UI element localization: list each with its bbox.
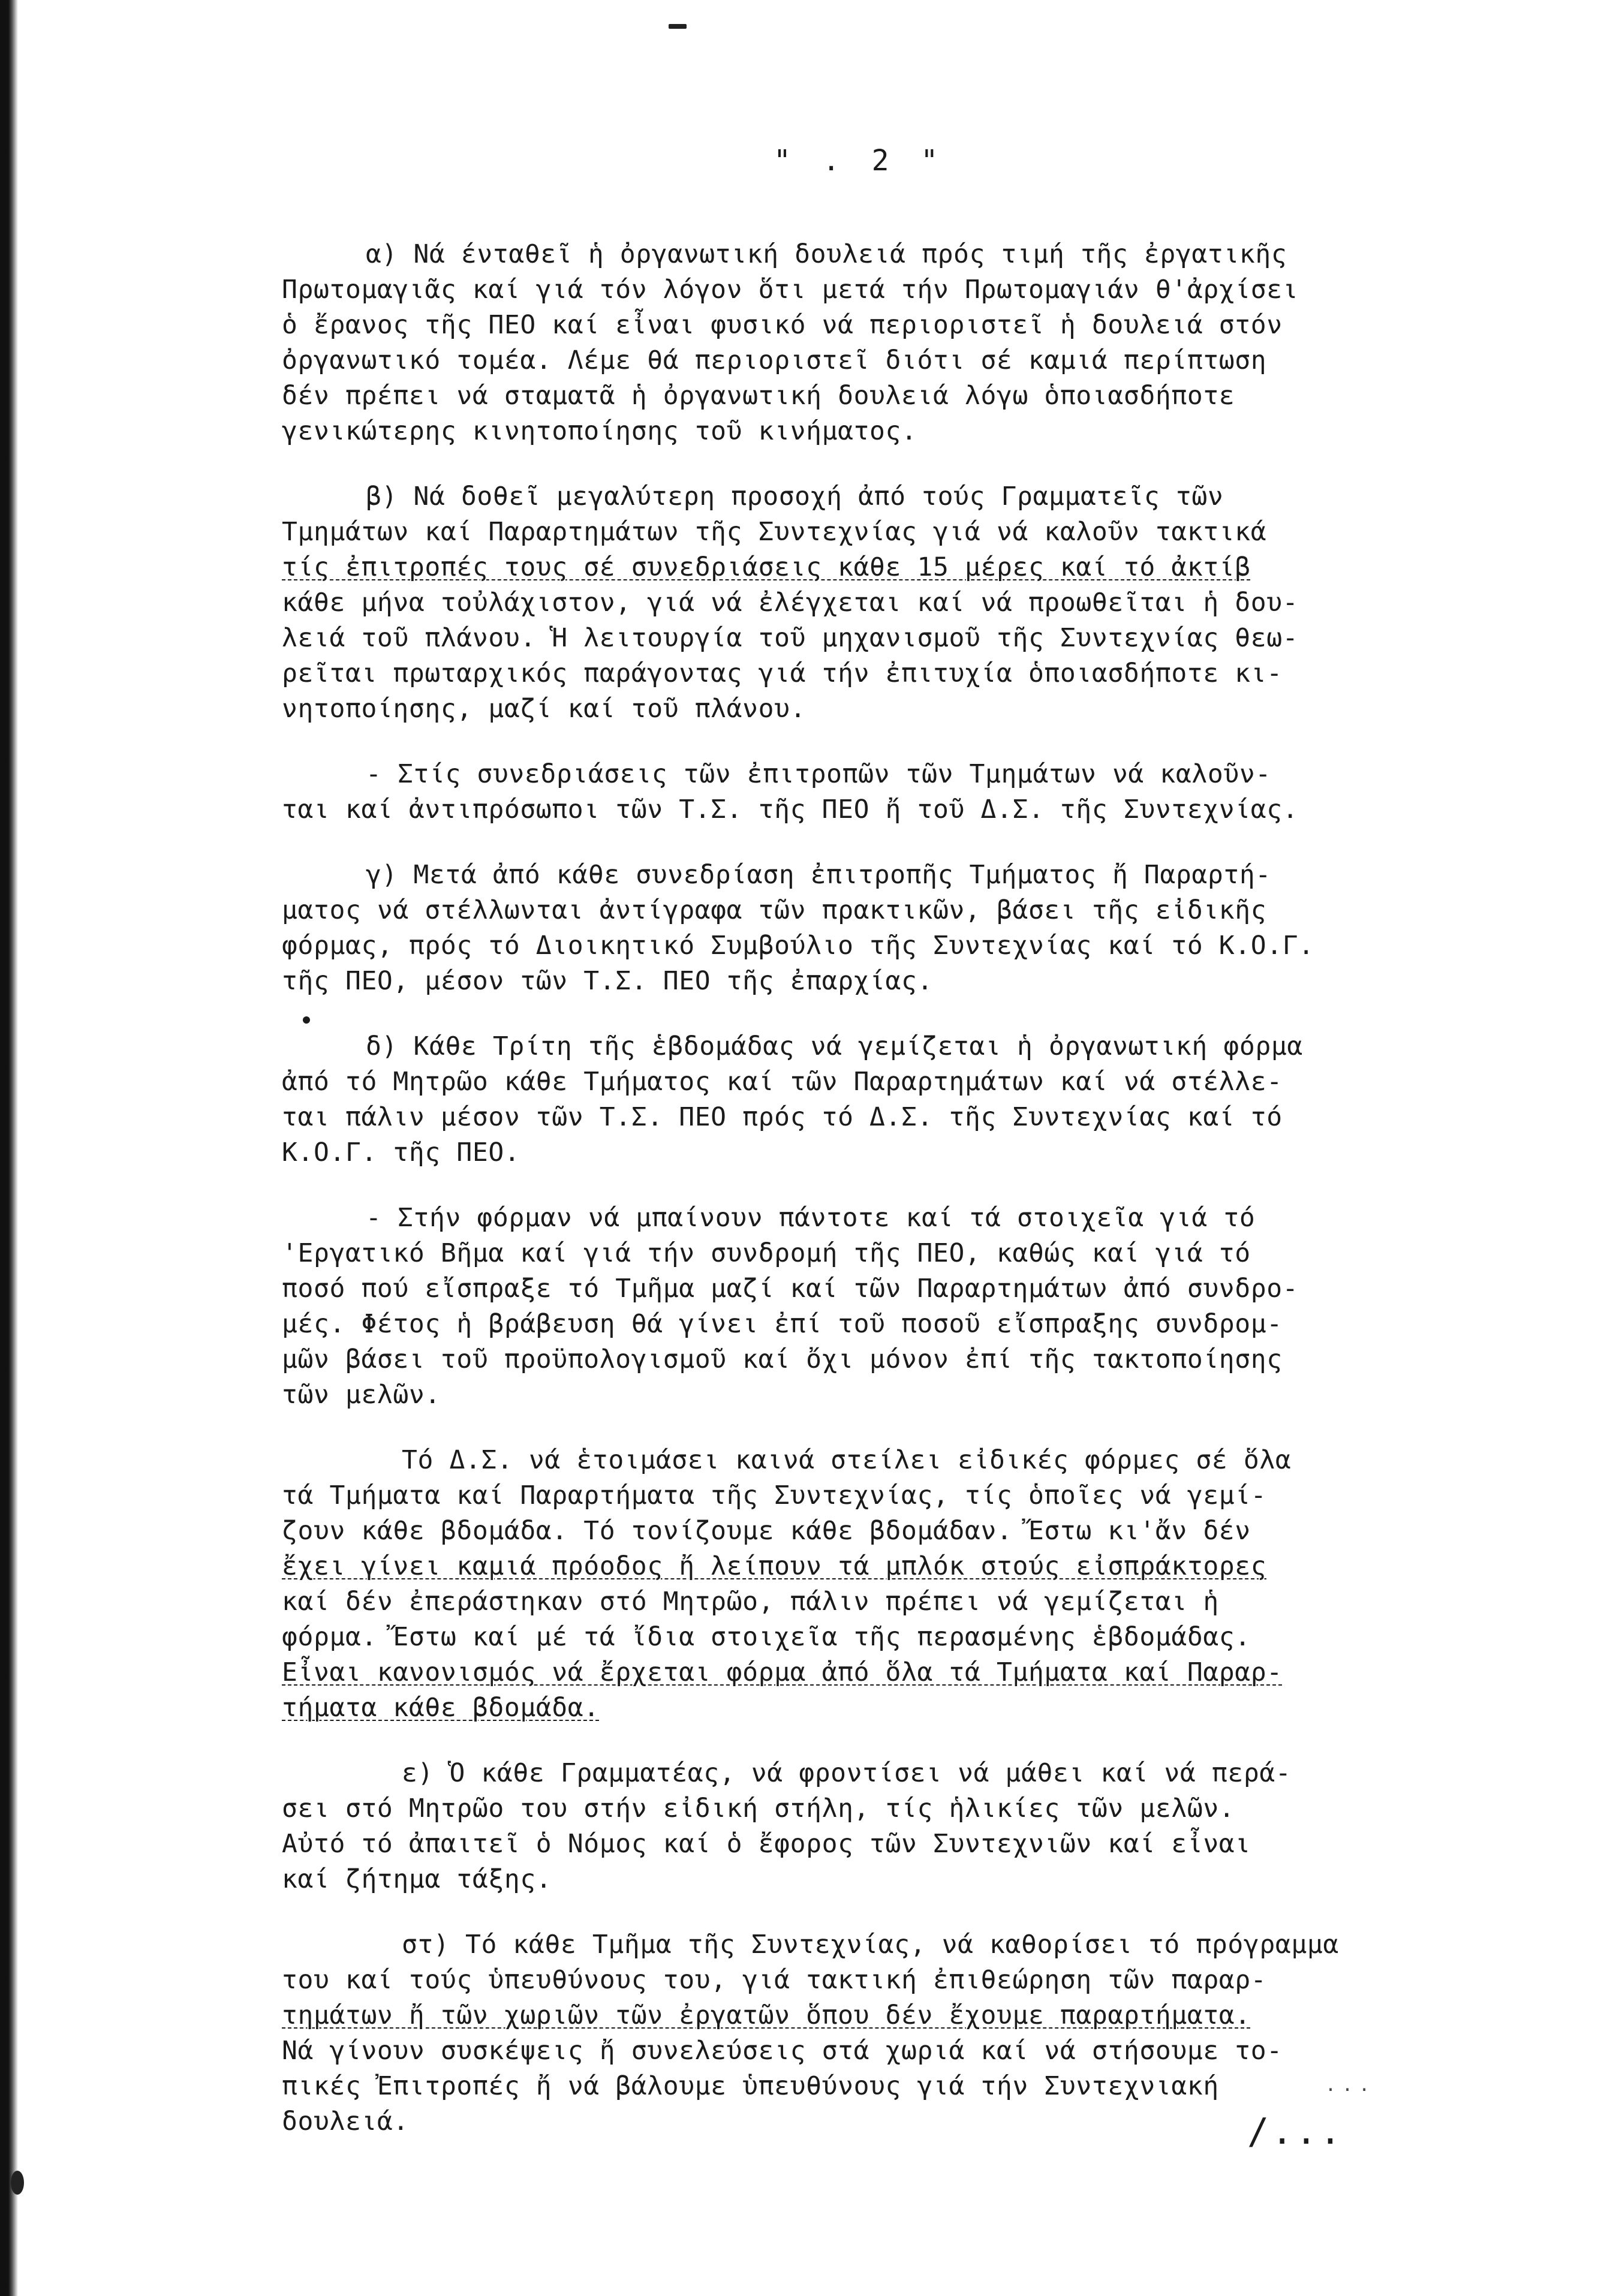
text-line: τῆς ΠΕΟ, μέσον τῶν Τ.Σ. ΠΕΟ τῆς ἐπαρχίας.	[282, 966, 934, 996]
text-line: κάθε μήνα τοὐλάχιστον, γιά νά ἐλέγχεται καί νά προωθεῖται ἡ δου-	[282, 588, 1299, 618]
text-line-underlined: τίς ἐπιτροπές τους σέ συνεδριάσεις κάθε 15 μέρες καί τό ἀκτίβ	[282, 552, 1251, 582]
text-line: ται πάλιν μέσον τῶν Τ.Σ. ΠΕΟ πρός τό Δ.Σ. τῆς Συντεχνίας καί τό	[282, 1102, 1283, 1132]
paragraph-b	[282, 479, 1481, 727]
text-line: του καί τούς ὑπευθύνους του, γιά τακτική ἐπιθεώρηση τῶν παραρ-	[282, 1965, 1267, 1995]
continuation-dots: ...	[1325, 2075, 1376, 2096]
document-body	[282, 237, 1481, 2169]
text-line: δουλειά.	[282, 2107, 409, 2136]
text-line: Κ.Ο.Γ. τῆς ΠΕΟ.	[282, 1138, 520, 1167]
text-line: Αὐτό τό ἀπαιτεῖ ὁ Νόμος καί ὁ ἔφορος τῶν Συντεχνιῶν καί εἶναι	[282, 1829, 1251, 1859]
scan-speck	[11, 2171, 24, 2195]
paragraph-b-note	[282, 757, 1481, 827]
text-line: μές. Φέτος ἡ βράβευση θά γίνει ἐπί τοῦ ποσοῦ εἴσπραξης συνδρομ-	[282, 1309, 1283, 1339]
text-line: α) Νά ένταθεῖ ἡ ὀργανωτική δουλειά πρός τιμή τῆς ἐργατικῆς	[366, 239, 1287, 269]
text-line: πικές Ἐπιτροπές ἤ νά βάλουμε ὑπευθύνους γιά τήν Συντεχνιακή	[282, 2071, 1219, 2101]
text-line: λειά τοῦ πλάνου. Ἡ λειτουργία τοῦ μηχανισμοῦ τῆς Συντεχνίας θεω-	[282, 623, 1299, 653]
text-line: ρεῖται πρωταρχικός παράγοντας γιά τήν ἐπιτυχία ὁποιασδήποτε κι-	[282, 658, 1283, 688]
text-line: - Στίς συνεδριάσεις τῶν ἐπιτροπῶν τῶν Τμημάτων νά καλοῦν-	[366, 759, 1271, 789]
text-line: ἀπό τό Μητρῶο κάθε Τμήματος καί τῶν Παραρτημάτων καί νά στέλλε-	[282, 1067, 1283, 1097]
text-line: δέν πρέπει νά σταματᾶ ἡ ὀργανωτική δουλειά λόγω ὁποιασδήποτε	[282, 381, 1235, 411]
text-line: Τμημάτων καί Παραρτημάτων τῆς Συντεχνίας γιά νά καλοῦν τακτικά	[282, 517, 1267, 547]
text-line: φόρμα. Ἔστω καί μέ τά ἴδια στοιχεῖα τῆς περασμένης ἑβδομάδας.	[282, 1622, 1251, 1652]
paragraph-f	[282, 1927, 1481, 2139]
paragraph-a	[282, 237, 1481, 449]
text-line: τῶν μελῶν.	[282, 1380, 441, 1410]
paragraph-d-note-1	[282, 1200, 1481, 1413]
text-line: Νά γίνουν συσκέψεις ἤ συνελεύσεις στά χωριά καί νά στήσουμε το-	[282, 2036, 1283, 2066]
text-line: τά Τμήματα καί Παραρτήματα τῆς Συντεχνίας, τίς ὁποῖες νά γεμί-	[282, 1480, 1267, 1510]
text-line-underlined: Εἶναι κανονισμός νά ἔρχεται φόρμα ἀπό ὅλα τά Τμήματα καί Παραρ-	[282, 1657, 1283, 1687]
continuation-mark: /...	[1247, 2111, 1344, 2153]
paragraph-c	[282, 857, 1481, 999]
text-line: ματος νά στέλλωνται ἀντίγραφα τῶν πρακτικῶν, βάσει τῆς εἰδικῆς	[282, 895, 1267, 925]
text-line: μῶν βάσει τοῦ προϋπολογισμοῦ καί ὄχι μόνον ἐπί τῆς τακτοποίησης	[282, 1344, 1283, 1374]
paragraph-e	[282, 1756, 1481, 1897]
text-line: ε) Ὁ κάθε Γραμματέας, νά φροντίσει νά μάθει καί νά περά-	[402, 1758, 1292, 1788]
page-number: " . 2 "	[774, 144, 946, 177]
text-line: γ) Μετά ἀπό κάθε συνεδρίαση ἐπιτροπῆς Τμήματος ἤ Παραρτή-	[366, 860, 1271, 890]
scan-speck	[669, 24, 687, 29]
text-line: φόρμας, πρός τό Διοικητικό Συμβούλιο τῆς Συντεχνίας καί τό Κ.Ο.Γ.	[282, 931, 1314, 961]
text-line: καί δέν ἐπεράστηκαν στό Μητρῶο, πάλιν πρέπει νά γεμίζεται ἡ	[282, 1587, 1219, 1617]
text-line: Πρωτομαγιᾶς καί γιά τόν λόγον ὅτι μετά τήν Πρωτομαγιάν θ'ἀρχίσει	[282, 275, 1299, 305]
paragraph-d	[282, 1029, 1481, 1170]
text-line: ται καί ἀντιπρόσωποι τῶν Τ.Σ. τῆς ΠΕΟ ἤ τοῦ Δ.Σ. τῆς Συντεχνίας.	[282, 795, 1299, 824]
text-line: δ) Κάθε Τρίτη τῆς ἑβδομάδας νά γεμίζεται ἡ ὀργανωτική φόρμα	[366, 1031, 1303, 1061]
text-line: ζουν κάθε βδομάδα. Τό τονίζουμε κάθε βδομάδαν. Ἔστω κι'ἄν δέν	[282, 1516, 1251, 1546]
text-line: 'Εργατικό Βῆμα καί γιά τήν συνδρομή τῆς ΠΕΟ, καθώς καί γιά τό	[282, 1238, 1251, 1268]
text-line-underlined: ἔχει γίνει καμιά πρόοδος ἤ λείπουν τά μπλόκ στούς εἰσπράκτορες	[282, 1551, 1267, 1581]
text-line: σει στό Μητρῶο του στήν εἰδική στήλη, τίς ἡλικίες τῶν μελῶν.	[282, 1794, 1235, 1823]
text-line: ποσό πού εἴσπραξε τό Τμῆμα μαζί καί τῶν Παραρτημάτων ἀπό συνδρο-	[282, 1274, 1299, 1304]
text-line-underlined: τημάτων ἤ τῶν χωριῶν τῶν ἐργατῶν ὅπου δέν ἔχουμε παραρτήματα.	[282, 2000, 1251, 2030]
text-line-underlined: τήματα κάθε βδομάδα.	[282, 1693, 600, 1723]
text-line: νητοποίησης, μαζί καί τοῦ πλάνου.	[282, 694, 807, 724]
text-line: Τό Δ.Σ. νά ἑτοιμάσει καινά στείλει εἰδικές φόρμες σέ ὅλα	[402, 1445, 1292, 1475]
text-line: καί ζήτημα τάξης.	[282, 1864, 552, 1894]
text-line: γενικώτερης κινητοποίησης τοῦ κινήματος.	[282, 416, 917, 446]
text-line: ὁ ἔρανος τῆς ΠΕΟ καί εἶναι φυσικό νά περιοριστεῖ ἡ δουλειά στόν	[282, 310, 1283, 340]
scan-left-edge	[0, 0, 18, 2296]
text-line: β) Νά δοθεῖ μεγαλύτερη προσοχή ἀπό τούς Γραμματεῖς τῶν	[366, 482, 1224, 511]
text-line: ὀργανωτικό τομέα. Λέμε θά περιοριστεῖ διότι σέ καμιά περίπτωση	[282, 345, 1267, 375]
paragraph-d-note-2	[282, 1443, 1481, 1726]
text-line: στ) Τό κάθε Τμῆμα τῆς Συντεχνίας, νά καθορίσει τό πρόγραμμα	[402, 1930, 1339, 1960]
text-line: - Στήν φόρμαν νά μπαίνουν πάντοτε καί τά στοιχεῖα γιά τό	[366, 1203, 1256, 1233]
